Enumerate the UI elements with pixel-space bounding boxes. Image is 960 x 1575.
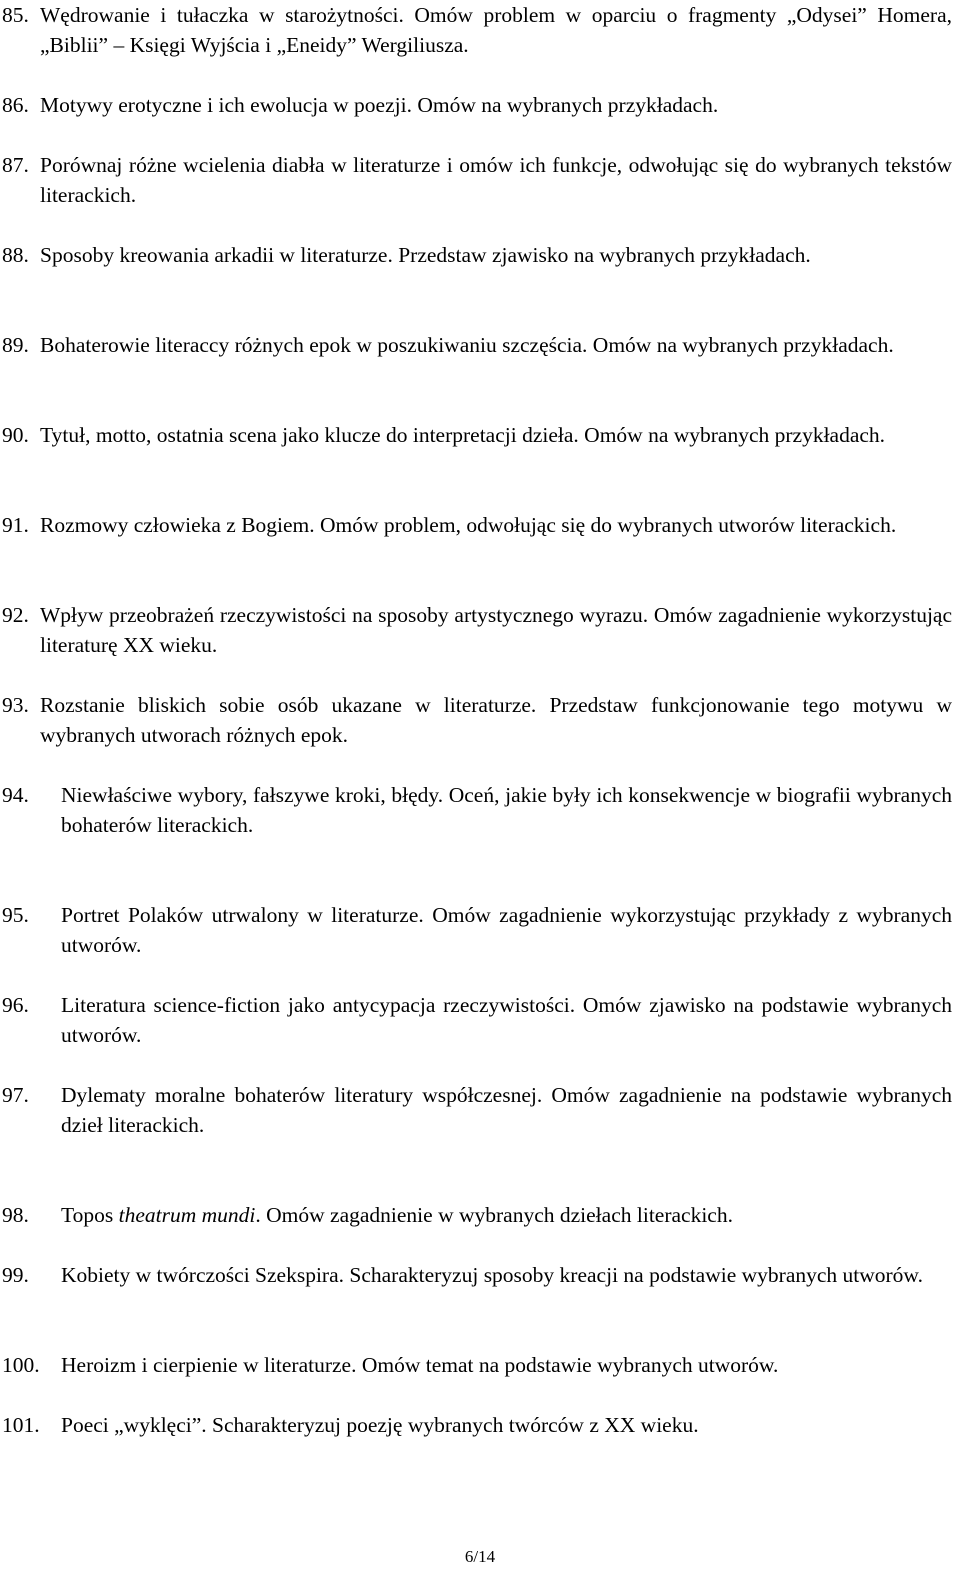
item-text [40, 690, 952, 750]
item-text [61, 1410, 952, 1440]
item-number: 87. [2, 153, 29, 177]
item-text-part: Bohaterowie literaccy różnych epok w poszukiwaniu szczęścia. Omów na wybranych przykładach. [40, 333, 894, 357]
item-text-part: Sposoby kreowania arkadii w literaturze. Przedstaw zjawisko na wybranych przykładach. [40, 243, 811, 267]
item-text [61, 1080, 952, 1140]
item-number: 97. [2, 1083, 29, 1107]
item-text-part: Tytuł, motto, ostatnia scena jako klucze do interpretacji dzieła. Omów na wybranych przykładach. [40, 423, 886, 447]
item-number: 95. [2, 903, 29, 927]
item-number: 101. [2, 1413, 40, 1437]
item-text-part: Topos [61, 1203, 119, 1227]
item-text-part: Kobiety w twórczości Szekspira. Scharakteryzuj sposoby kreacji na podstawie wybranych utworów. [61, 1263, 923, 1287]
item-number: 89. [2, 333, 29, 357]
item-text-part: Niewłaściwe wybory, fałszywe kroki, błędy. Oceń, jakie były ich konsekwencje w biografii wybranych bohaterów literackich. [61, 783, 952, 837]
item-text-part: Wpływ przeobrażeń rzeczywistości na sposoby artystycznego wyrazu. Omów zagadnienie wykorzystując literaturę XX wieku. [40, 603, 952, 657]
item-number: 91. [2, 513, 29, 537]
item-number: 92. [2, 603, 29, 627]
item-text-part: Dylematy moralne bohaterów literatury współczesnej. Omów zagadnienie na podstawie wybranych dzieł literackich. [61, 1083, 952, 1137]
item-text-part: Rozmowy człowieka z Bogiem. Omów problem, odwołując się do wybranych utworów literackich. [40, 513, 897, 537]
item-text [61, 1200, 952, 1230]
item-text [40, 600, 952, 660]
item-text [40, 330, 952, 360]
item-number: 98. [2, 1203, 29, 1227]
item-number: 88. [2, 243, 29, 267]
item-text-part: Wędrowanie i tułaczka w starożytności. Omów problem w oparciu o fragmenty „Odysei” Homera, „Biblii” – Księgi Wyjścia i „Eneidy” Wergiliusza. [40, 3, 952, 57]
item-text [61, 900, 952, 960]
item-number: 93. [2, 693, 29, 717]
item-text [40, 510, 952, 540]
page-number: 6/14 [464, 1547, 496, 1566]
item-text-part: Porównaj różne wcielenia diabła w literaturze i omów ich funkcje, odwołując się do wybranych tekstów literackich. [40, 153, 952, 207]
item-text [61, 1260, 952, 1290]
item-text-italic: theatrum mundi [118, 1203, 256, 1227]
item-text-part: Literatura science-fiction jako antycypacja rzeczywistości. Omów zjawisko na podstawie wybranych utworów. [61, 993, 952, 1047]
item-number: 100. [2, 1353, 40, 1377]
item-number: 85. [2, 3, 29, 27]
item-text-part: Poeci „wyklęci”. Scharakteryzuj poezję wybranych twórców z XX wieku. [61, 1413, 699, 1437]
item-number: 90. [2, 423, 29, 447]
item-text [40, 0, 952, 60]
item-text-part: Rozstanie bliskich sobie osób ukazane w literaturze. Przedstaw funkcjonowanie tego motywu w wybranych utworach różnych epok. [40, 693, 952, 747]
item-text [40, 420, 952, 450]
item-text [61, 1350, 952, 1380]
item-text [40, 150, 952, 210]
item-number: 96. [2, 993, 29, 1017]
item-text [61, 990, 952, 1050]
item-text [40, 240, 952, 270]
item-text-part: . Omów zagadnienie w wybranych dziełach literackich. [255, 1203, 733, 1227]
item-text-part: Portret Polaków utrwalony w literaturze. Omów zagadnienie wykorzystując przykłady z wybranych utworów. [61, 903, 952, 957]
item-number: 94. [2, 783, 29, 807]
item-text [40, 90, 952, 120]
item-text-part: Motywy erotyczne i ich ewolucja w poezji. Omów na wybranych przykładach. [40, 93, 719, 117]
item-number: 99. [2, 1263, 29, 1287]
item-text-part: Heroizm i cierpienie w literaturze. Omów temat na podstawie wybranych utworów. [61, 1353, 779, 1377]
item-number: 86. [2, 93, 29, 117]
item-text [61, 780, 952, 840]
